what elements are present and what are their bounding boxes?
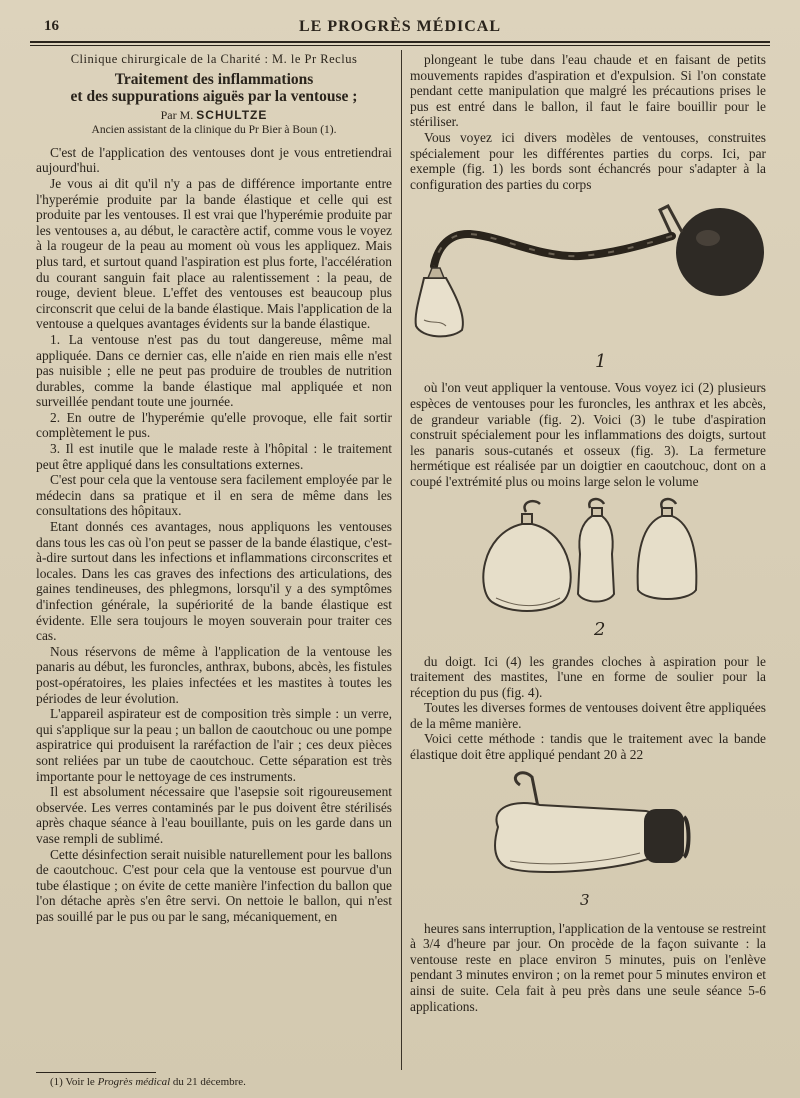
paragraph: L'appareil aspirateur est de composition très simple : un verre, qui s'applique sur la peau ; un ballon de caoutchouc ou une pompe aspiratrice qui produisent la raréfaction de l'air ; ces deux pièces sont reliées par un tube de caoutchouc. Cette séparation est très importante pour le nettoyage de ces instruments. [36,706,392,784]
figure-2-furuncle-cups [410,494,766,650]
figure-3-finger-suction-tube [410,767,766,917]
footnote [50,1076,246,1088]
byline [36,108,392,124]
page-number: 16 [44,18,59,34]
right-column [410,52,766,1014]
paragraph: 2. En outre de l'hyperémie qu'elle provoque, elle fait sortir complètement le pus. [36,409,392,441]
byline-prefix: Par M. [160,107,194,122]
left-column [36,52,392,924]
article-title-line-2: et des suppurations aiguës par la ventouse ; [70,87,358,105]
footnote-journal: Progrès médical [97,1076,171,1088]
paragraph: heures sans interruption, l'application de la ventouse se restreint à 3/4 d'heure par jour. On procède de la façon suivante : la ventouse reste en place environ 5 minutes, puis on l'enlève pendant 3 minutes environ ; on la remet pour 5 minutes environ et ainsi de suite. Cela fait à peu près dans une seule séance 5-6 applications. [410,920,766,1014]
author-name: SCHULTZE [196,107,268,122]
figure-1-suction-cup-with-bulb [410,196,766,376]
furuncle-cups-illustration [410,494,766,650]
paragraph: du doigt. Ici (4) les grandes cloches à aspiration pour le traitement des mastites, l'une en forme de soulier pour la réception du pus (fig. 4). [410,653,766,700]
paragraph: C'est pour cela que la ventouse sera facilement employée par le médecin dans sa pratique et il en sera de même dans les consultations des hôpitaux. [36,472,392,519]
author-affiliation: Ancien assistant de la clinique du Pr Bier à Boun (1). [91,124,337,137]
figure-1-label: 1 [595,351,607,373]
figure-2-label: 2 [594,618,606,640]
paragraph: Il est absolument nécessaire que l'asepsie soit rigoureusement observée. Les verres contaminés par le pus doivent être stérilisés après chaque séance à l'eau bouillante, puis on les garde dans un vase rempli de sublimé. [36,784,392,846]
paragraph: Nous réservons de même à l'application de la ventouse les panaris au début, les furoncles, anthrax, bubons, abcès, les fistules post-opératoires, les plaies infectées et les mastites à toutes les périodes de leur évolution. [36,643,392,706]
header-rule-thin [30,45,770,46]
footnote-prefix: (1) Voir le [50,1076,95,1088]
paragraph: 3. Il est inutile que le malade reste à l'hôpital : le traitement peut être appliqué dans les consultations externes. [36,441,392,472]
page-header [30,18,770,40]
footnote-rule [36,1072,156,1073]
paragraph: Voici cette méthode : tandis que le traitement avec la bande élastique doit être appliqué pendant 20 à 22 [410,731,766,763]
paragraph: 1. La ventouse n'est pas du tout dangereuse, même mal appliquée. Dans ce dernier cas, elle n'aide en rien mais elle n'est pas nuisible ; elle ne peut pas produire de troubles de nutrition durables, comme la bande élastique mal appliquée et non surveillée pendant toute une journée. [36,331,392,410]
section-heading: Clinique chirurgicale de la Charité : M. le Pr Reclus [70,52,358,66]
paragraph: Etant donnés ces avantages, nous appliquons les ventouses dans tous les cas où l'on peut se passer de la bande élastique, c'est-à-dire surtout dans les infections et inflammations circonscrites et locales. Dans les cas graves des infections des articulations, des gaines tendineuses, des phlegmons, lorsqu'il y a des symptômes d'infection générale, la supériorité de la bande élastique est évidente. Elle sera toujours le moyen souverain pour traiter ces cas. [36,519,392,644]
column-divider [401,50,402,1070]
paragraph: C'est de l'application des ventouses dont je vous entretiendrai aujourd'hui. [36,144,392,176]
paragraph: où l'on veut appliquer la ventouse. Vous voyez ici (2) plusieurs espèces de ventouses pour les furoncles, les anthrax et les abcès, de grandeur variable (fig. 2). Voici (3) le tube d'aspiration construit spécialement pour les inflammations des doigts, surtout les panaris sous-cutanés et osseux (fig. 3). La fermeture hermétique est réalisée par un doigtier en caoutchouc, dont on a coupé l'extrémité plus ou moins large selon le volume [410,380,766,489]
header-rule [30,41,770,43]
paragraph: Je vous ai dit qu'il n'y a pas de différence importante entre l'hyperémie produite par la bande élastique et celle qui est produite par les ventouses. Il est vrai que l'hyperémie produite par les ventouses a, au début, le caractère actif, comme vous le voyez à la rougeur de la peau au moment où vous les appliquez. Mais plus tard, et surtout quand l'aspiration est plus forte, l'accélération du courant sanguin fait place au ralentissement : la peau, de rouge, devient bleue. L'effet des ventouses est beaucoup plus circonscrit que celui de la bande élastique. Mais l'application de la ventouse a quelques avantages évidents sur la bande élastique. [36,175,392,332]
paragraph: Cette désinfection serait nuisible naturellement pour les ballons de caoutchouc. C'est pour cela que la ventouse est pourvue d'un tube élastique ; on évite de cette manière l'infection du ballon que l'on détache après s'en être servi. On nettoie le ballon, qui n'est pas souillé par le pus ou par le sang, mécaniquement, en [36,846,392,924]
journal-title: LE PROGRÈS MÉDICAL [298,18,502,35]
footnote-suffix: du 21 décembre. [172,1076,246,1088]
suction-cup-bulb-illustration [410,196,766,376]
article-title-line-1: Traitement des inflammations [114,70,314,88]
paragraph: Toutes les diverses formes de ventouses doivent être appliquées de la même manière. [410,700,766,731]
paragraph: Vous voyez ici divers modèles de ventouses, construites spécialement pour les différentes parties du corps. Ici, par exemple (fig. 1) les bords sont échancrés pour s'adapter à la configuration des parties du corps [410,129,766,192]
figure-3-label: 3 [580,890,590,909]
paragraph: plongeant le tube dans l'eau chaude et en faisant de petits mouvements rapides d'aspiration et d'expulsion. Si l'on constate pendant cette manipulation que malgré les précautions prises le pus est entré dans le ballon, il faut le faire bouillir pour le stériliser. [410,52,766,130]
